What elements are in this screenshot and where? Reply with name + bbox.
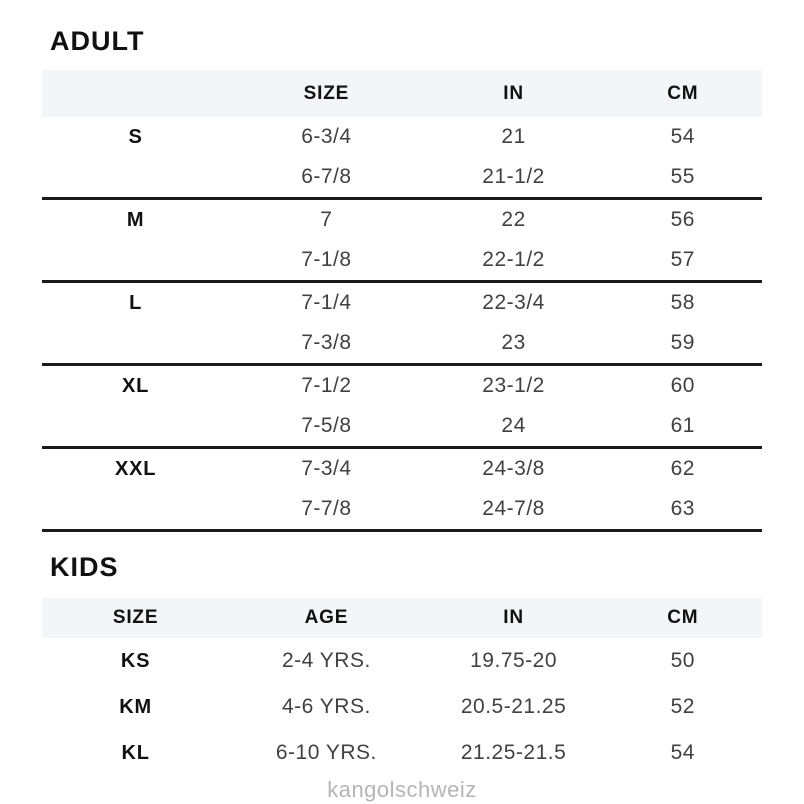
table-row — [42, 406, 762, 446]
in-value: 24-7/8 — [482, 497, 545, 520]
size-value: 6-7/8 — [301, 165, 352, 188]
adult-group-s — [42, 117, 762, 200]
table-row — [42, 730, 762, 776]
size-group-label: XXL — [114, 457, 157, 480]
in-value: 24 — [501, 414, 526, 437]
table-row — [42, 323, 762, 363]
in-value: 23-1/2 — [482, 374, 545, 397]
age-value: 4-6 YRS. — [281, 695, 371, 718]
table-row — [42, 157, 762, 197]
in-value: 22 — [501, 208, 526, 231]
kids-size-label: KL — [121, 741, 150, 764]
table-row — [42, 684, 762, 730]
adult-column-header-size: SIZE — [303, 82, 350, 104]
in-value: 23 — [501, 331, 526, 354]
size-value: 7-5/8 — [301, 414, 352, 437]
adult-group-xl — [42, 366, 762, 449]
table-row — [42, 200, 762, 240]
size-group-label: XL — [122, 374, 150, 397]
cm-value: 55 — [670, 165, 695, 188]
in-value: 20.5-21.25 — [460, 695, 567, 718]
cm-value: 52 — [670, 695, 695, 718]
size-value: 7-1/8 — [301, 248, 352, 271]
adult-group-m — [42, 200, 762, 283]
in-value: 22-1/2 — [482, 248, 545, 271]
kids-column-header-age: AGE — [304, 607, 349, 628]
size-group-label: S — [128, 125, 143, 148]
cm-value: 54 — [670, 741, 695, 764]
size-group-label: M — [126, 208, 145, 231]
cm-value: 56 — [670, 208, 695, 231]
adult-table-header-row — [42, 70, 762, 117]
cm-value: 59 — [670, 331, 695, 354]
kids-table-header-row — [42, 598, 762, 638]
in-value: 21.25-21.5 — [460, 741, 567, 764]
adult-column-header-cm: CM — [667, 82, 699, 104]
cm-value: 60 — [670, 374, 695, 397]
adult-group-l — [42, 283, 762, 366]
cm-value: 61 — [670, 414, 695, 437]
cm-value: 50 — [670, 649, 695, 672]
table-row — [42, 489, 762, 529]
in-value: 24-3/8 — [482, 457, 545, 480]
in-value: 21 — [501, 125, 526, 148]
size-value: 7-3/8 — [301, 331, 352, 354]
size-value: 7 — [320, 208, 333, 231]
size-value: 7-7/8 — [301, 497, 352, 520]
table-row — [42, 117, 762, 157]
in-value: 19.75-20 — [470, 649, 558, 672]
table-row — [42, 638, 762, 684]
adult-group-xxl — [42, 449, 762, 532]
cm-value: 63 — [670, 497, 695, 520]
size-value: 7-1/4 — [301, 291, 352, 314]
table-row — [42, 240, 762, 280]
kids-column-header-in: IN — [503, 607, 524, 628]
kids-size-label: KS — [120, 649, 151, 672]
table-row — [42, 283, 762, 323]
age-value: 2-4 YRS. — [281, 649, 371, 672]
table-row — [42, 366, 762, 406]
age-value: 6-10 YRS. — [275, 741, 377, 764]
table-row — [42, 449, 762, 489]
adult-column-header-in: IN — [503, 82, 524, 104]
size-value: 6-3/4 — [301, 125, 352, 148]
size-value: 7-1/2 — [301, 374, 352, 397]
in-value: 22-3/4 — [482, 291, 545, 314]
cm-value: 62 — [670, 457, 695, 480]
size-group-label: L — [129, 291, 143, 314]
adult-size-table — [42, 70, 762, 532]
cm-value: 58 — [670, 291, 695, 314]
cm-value: 54 — [670, 125, 695, 148]
size-value: 7-3/4 — [301, 457, 352, 480]
kids-column-header-size: SIZE — [112, 607, 159, 628]
kids-size-table — [42, 598, 762, 776]
kids-column-header-cm: CM — [667, 607, 699, 628]
in-value: 21-1/2 — [482, 165, 545, 188]
kids-size-label: KM — [119, 695, 152, 718]
kids-section-title: KIDS — [50, 552, 119, 582]
adult-section-title: ADULT — [50, 26, 145, 56]
cm-value: 57 — [670, 248, 695, 271]
watermark-text: kangolschweiz — [327, 777, 477, 802]
